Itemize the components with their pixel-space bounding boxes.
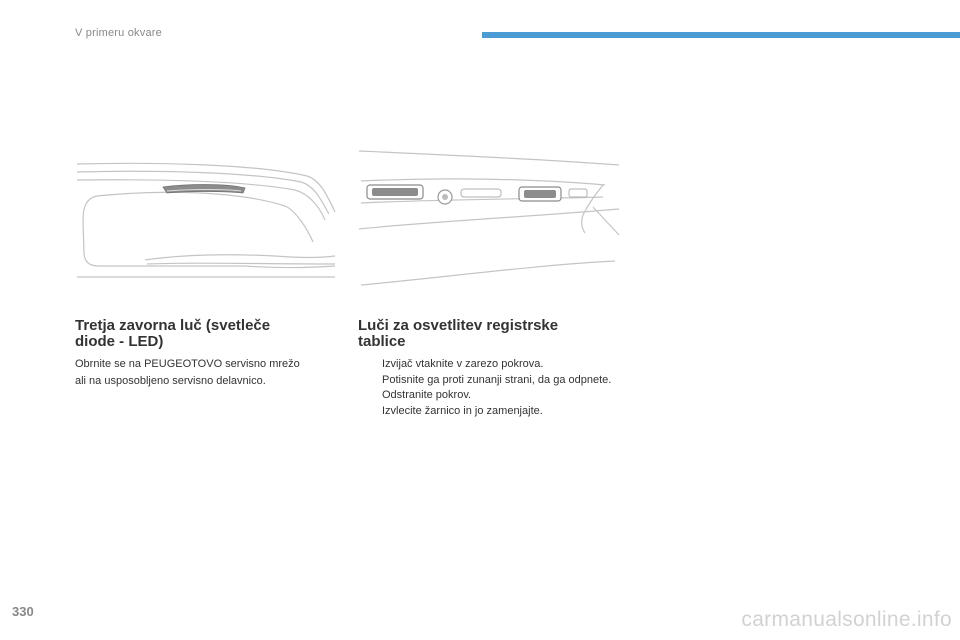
page-number: 330 (12, 604, 34, 619)
step-text: Potisnite ga proti zunanji strani, da ga odpnete. (382, 373, 612, 386)
brake-light-instructions-line2: ali na usposobljeno servisno delavnico. (75, 375, 266, 387)
brake-light-instructions (75, 356, 335, 390)
watermark-text: carmanualsonline.info (741, 608, 952, 631)
step-text: Odstranite pokrov. (382, 389, 472, 401)
brake-light-heading-line2: diode - LED) (75, 333, 164, 350)
plate-lights-steps (360, 357, 620, 419)
step-item (360, 388, 620, 404)
step-text: Izvlecite žarnico in jo zamenjajte. (382, 404, 543, 417)
plate-lights-heading-line2: tablice (358, 333, 406, 350)
brake-light-heading-line1: Tretja zavorna luč (svetleče (75, 317, 271, 334)
third-brake-light-illustration (75, 150, 337, 285)
chapter-title: V primeru okvare (75, 27, 162, 39)
step-item (360, 357, 620, 373)
brake-light-instructions-line1: Obrnite se na PEUGEOTOVO servisno mrežo (75, 358, 300, 370)
step-item (360, 373, 620, 389)
step-item (360, 404, 620, 420)
license-plate-lights-illustration (357, 145, 621, 290)
plate-lights-heading (358, 318, 618, 350)
plate-lights-heading-line1: Luči za osvetlitev registrske (358, 317, 559, 334)
step-text: Izvijač vtaknite v zarezo pokrova. (382, 358, 544, 370)
brake-light-heading (75, 318, 335, 350)
header-accent-bar (482, 32, 960, 38)
